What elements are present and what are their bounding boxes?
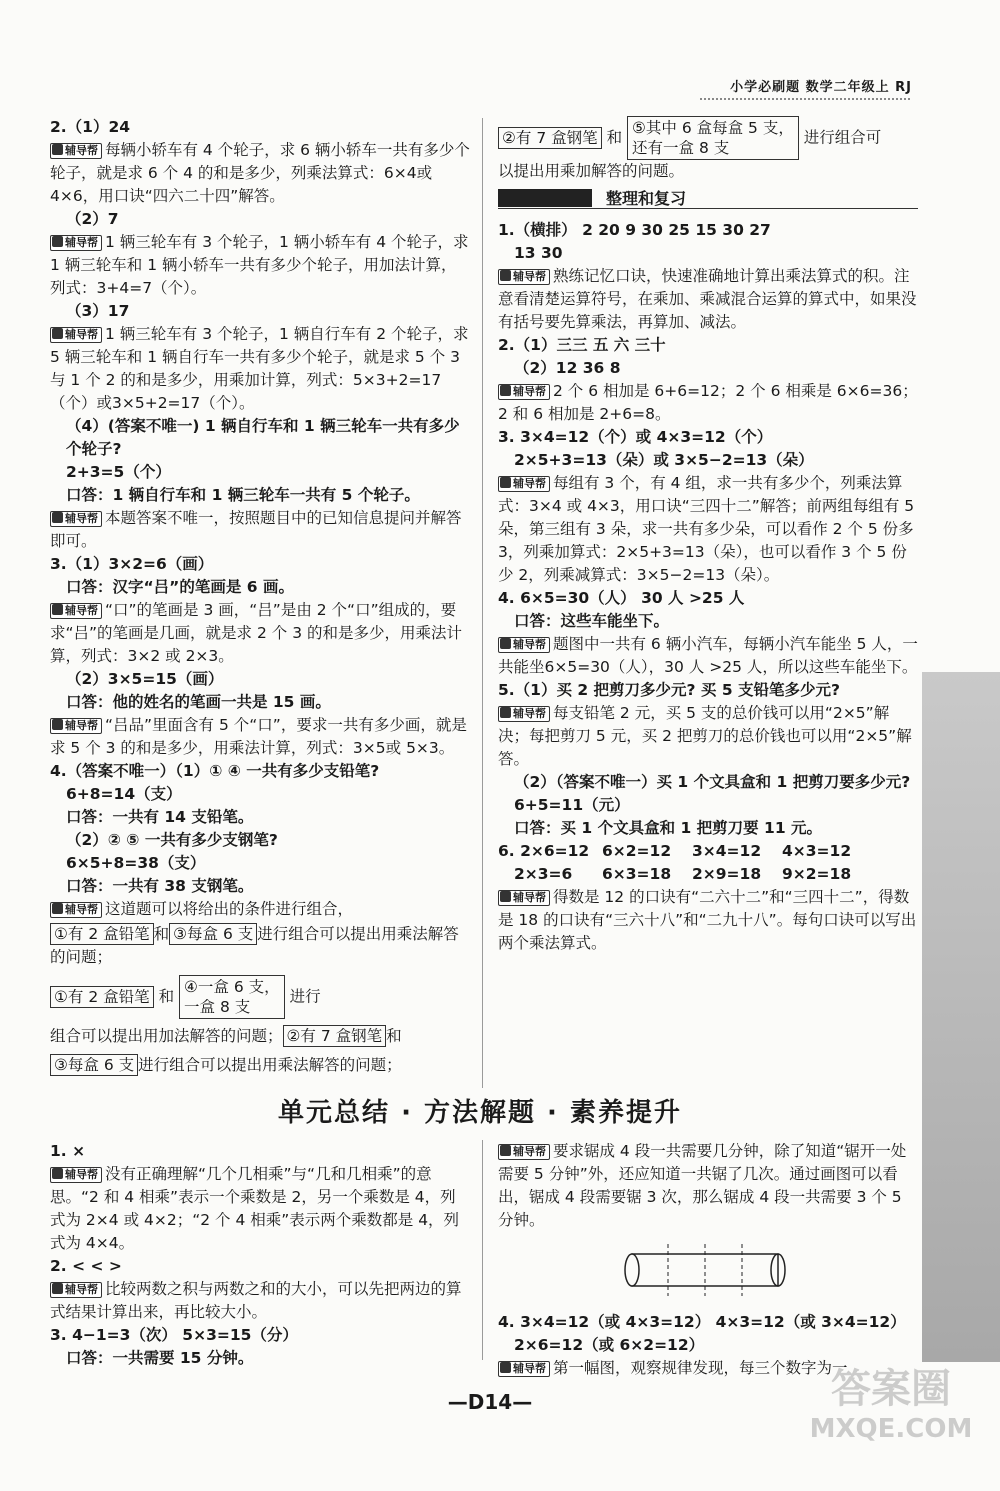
- book-icon: [52, 144, 63, 155]
- explanation: 辅导帮 “吕品”里面含有 5 个“口”，要求一共有多少画，就是求 5 个 3 的和是多少，用乘法计算，列式：3×5或 5×3。: [50, 716, 467, 757]
- answer: （2）② ⑤ 一共有多少支钢笔?: [66, 831, 278, 849]
- summary-right-column: [498, 1140, 918, 1380]
- book-icon: [52, 604, 63, 615]
- fudaobang-tag: 辅导帮: [50, 1167, 102, 1183]
- explanation: 辅导帮 题图中一共有 6 辆小汽车，每辆小汽车能坐 5 人，一共能坐6×5=30（人），30 人 >25 人，所以这些车能坐下。: [498, 635, 918, 676]
- explanation: 辅导帮 比较两数之积与两数之和的大小，可以先把两边的算式结果计算出来，再比较大小。: [50, 1280, 462, 1321]
- explanation-line: ①有 2 盒铅笔 和 ③每盒 6 支 进行组合可以提出用乘法解答的问题；: [50, 925, 459, 966]
- answer: 13 30: [514, 244, 563, 262]
- explanation: 辅导帮 每辆小轿车有 4 个轮子，求 6 辆小轿车一共有多少个轮子，就是求 6 个 4 的和是多少，列乘法算式：6×4或4×6，用口诀“四六二十四”解答。: [50, 141, 470, 205]
- condition-box: ⑤其中 6 盒每盒 5 支， 还有一盒 8 支: [627, 116, 799, 160]
- condition-box: ③每盒 6 支: [169, 923, 257, 945]
- answer: 口答：他的姓名的笔画一共是 15 画。: [66, 693, 331, 711]
- book-icon: [500, 385, 511, 396]
- book-icon: [500, 891, 511, 902]
- explanation: 辅导帮 1 辆三轮车有 3 个轮子，1 辆小轿车有 4 个轮子，求 1 辆三轮车和 1 辆小轿车一共有多少个轮子，用加法计算，列式：3+4=7（个）。: [50, 233, 469, 297]
- condition-box: ②有 7 盒钢笔: [283, 1025, 387, 1047]
- book-icon: [500, 270, 511, 281]
- explanation: 辅导帮 本题答案不唯一，按照题目中的已知信息提问并解答即可。: [50, 509, 462, 550]
- answer: 1.（横排） 2 20 9 30 25 15 30 27: [498, 221, 771, 239]
- fudaobang-tag: 辅导帮: [50, 1282, 102, 1298]
- fudaobang-tag: 辅导帮: [498, 1361, 550, 1377]
- section-heading-text: 整理和复习: [606, 189, 687, 208]
- explanation: 辅导帮 1 辆三轮车有 3 个轮子，1 辆自行车有 2 个轮子，求 5 辆三轮车和 1 辆自行车一共有多少个轮子，就是求 5 个 3 与 1 个 2 的和是多少，用乘加计算，列式：5×3+2=17（个）或3×5+2=17（个）。: [50, 325, 469, 412]
- log-sawing-diagram: [618, 1242, 788, 1298]
- answer: 口答：一共需要 15 分钟。: [66, 1349, 254, 1367]
- answer: 3. 4−1=3（次） 5×3=15（分）: [50, 1326, 298, 1344]
- fudaobang-tag: 辅导帮: [498, 706, 550, 722]
- answer: 4. 3×4=12（或 4×3=12） 4×3=12（或 3×4=12）: [498, 1313, 906, 1331]
- answer: （2）12 36 8: [514, 359, 621, 377]
- book-icon: [52, 1168, 63, 1179]
- explanation: 辅导帮 熟练记忆口诀，快速准确地计算出乘法算式的积。注意看清楚运算符号，在乘加、乘减混合运算的算式中，如果没有括号要先算乘法，再算加、减法。: [498, 267, 917, 331]
- book-icon: [500, 707, 511, 718]
- explanation: 辅导帮 2 个 6 相加是 6+6=12；2 个 6 相乘是 6×6=36；2 和 6 相加是 2+6=8。: [498, 382, 918, 423]
- condition-box: ②有 7 盒钢笔: [498, 127, 602, 149]
- section-heading-bar: [498, 189, 592, 207]
- explanation: 辅导帮 每组有 3 个，有 4 组，求一共有多少个，列乘法算式：3×4 或 4×3，用口诀“三四十二”解答；前两组每组有 5 朵，第三组有 3 朵，求一共有多少朵，可以看作 2 个 5 份多 3，列乘加算式：2×5+3=13（朵），也可以看作 3 个 5 份少 2，列乘减算式：3×5−2=13（朵）。: [498, 474, 915, 584]
- answer-row: 6. 2×6=12 6×2=12 3×4=12 4×3=12: [498, 842, 852, 860]
- answer: 2×6=12（或 6×2=12）: [514, 1336, 705, 1354]
- fudaobang-tag: 辅导帮: [50, 603, 102, 619]
- explanation: 辅导帮 每支铅笔 2 元，买 5 支的总价钱可以用“2×5”解决；每把剪刀 5 元，买 2 把剪刀的总价钱也可以用“2×5”解答。: [498, 704, 912, 768]
- column-divider: [482, 118, 483, 1088]
- explanation-line: ③每盒 6 支 进行组合可以提出用乘法解答的问题；: [50, 1054, 470, 1077]
- explanation: 辅导帮 这道题可以将给出的条件进行组合，: [50, 898, 470, 921]
- explanation-line: ②有 7 盒钢笔 和 ⑤其中 6 盒每盒 5 支， 还有一盒 8 支 进行组合可: [498, 116, 918, 160]
- answer: （2）3×5=15（画）: [66, 670, 224, 688]
- book-icon: [52, 236, 63, 247]
- fudaobang-tag: 辅导帮: [50, 902, 102, 918]
- explanation-line: 组合可以提出用加法解答的问题； ②有 7 盒钢笔 和: [50, 1027, 402, 1045]
- book-icon: [52, 328, 63, 339]
- answer: 5.（1）买 2 把剪刀多少元? 买 5 支铅笔多少元?: [498, 681, 840, 699]
- book-icon: [52, 1283, 63, 1294]
- answer: （4）(答案不唯一) 1 辆自行车和 1 辆三轮车一共有多少个轮子?: [66, 417, 460, 458]
- answer: 口答：这些车能坐下。: [514, 612, 670, 630]
- answer: 口答：一共有 14 支铅笔。: [66, 808, 254, 826]
- answer: （3）17: [66, 302, 130, 320]
- book-icon: [500, 1145, 511, 1156]
- explanation: 辅导帮 要求锯成 4 段一共需要几分钟，除了知道“锯开一处需要 5 分钟”外，还应知道一共锯了几次。通过画图可以看出，锯成 4 段需要锯 3 次，那么锯成 4 段一共需要 3 个 5 分钟。: [498, 1142, 907, 1229]
- answer: 3. 3×4=12（个）或 4×3=12（个）: [498, 428, 773, 446]
- answer: 6×5+8=38（支）: [66, 854, 206, 872]
- answer: 2.（1）三三 五 六 三十: [498, 336, 666, 354]
- side-decoration: [922, 672, 1000, 1362]
- fudaobang-tag: 辅导帮: [498, 637, 550, 653]
- fudaobang-tag: 辅导帮: [498, 890, 550, 906]
- fudaobang-tag: 辅导帮: [498, 476, 550, 492]
- book-icon: [52, 719, 63, 730]
- condition-box: ①有 2 盒铅笔: [50, 923, 154, 945]
- answer: 1. ×: [50, 1142, 86, 1160]
- answer: 4.（答案不唯一）（1）① ④ 一共有多少支铅笔?: [50, 762, 380, 780]
- page-number: —D14—: [447, 1390, 533, 1414]
- explanation: 辅导帮 “口”的笔画是 3 画，“吕”是由 2 个“口”组成的，要求“吕”的笔画是几画，就是求 2 个 3 的和是多少，用乘法计算，列式：3×2 或 2×3。: [50, 601, 462, 665]
- answer: 2. < < >: [50, 1257, 122, 1275]
- explanation-line: 以提出用乘加解答的问题。: [498, 162, 685, 180]
- fudaobang-tag: 辅导帮: [50, 718, 102, 734]
- left-column: [50, 116, 470, 1077]
- condition-box: ①有 2 盒铅笔: [50, 986, 154, 1008]
- fudaobang-tag: 辅导帮: [498, 269, 550, 285]
- header-title: 小学必刷题 数学二年级上 RJ: [730, 80, 912, 95]
- answer: 6+8=14（支）: [66, 785, 182, 803]
- answer: 口答：一共有 38 支钢笔。: [66, 877, 254, 895]
- watermark-logo: 答案圈 MXQE.COM: [809, 1366, 973, 1444]
- condition-box: ④一盒 6 支， 一盒 8 支: [179, 975, 285, 1019]
- unit-summary-title: 单元总结 · 方法解题 · 素养提升: [278, 1098, 682, 1128]
- fudaobang-tag: 辅导帮: [50, 511, 102, 527]
- book-icon: [500, 638, 511, 649]
- right-column: [498, 116, 918, 955]
- header-dotted-rule: [700, 98, 910, 100]
- answer: 口答：买 1 个文具盒和 1 把剪刀要 11 元。: [514, 819, 823, 837]
- answer: 4. 6×5=30（人） 30 人 >25 人: [498, 589, 745, 607]
- section-heading: [498, 187, 918, 213]
- answer-row: 2×3=6 6×3=18 2×9=18 9×2=18: [514, 865, 852, 883]
- answer: 6+5=11（元）: [514, 796, 630, 814]
- column-divider: [482, 1140, 483, 1360]
- book-icon: [52, 903, 63, 914]
- condition-box: ③每盒 6 支: [50, 1054, 138, 1076]
- answer: 口答：1 辆自行车和 1 辆三轮车一共有 5 个轮子。: [66, 486, 420, 504]
- answer: 2+3=5（个）: [66, 463, 171, 481]
- fudaobang-tag: 辅导帮: [498, 384, 550, 400]
- summary-left-column: [50, 1140, 470, 1370]
- answer: 3.（1）3×2=6（画）: [50, 555, 214, 573]
- explanation-line: ①有 2 盒铅笔 和 ④一盒 6 支， 一盒 8 支 进行: [50, 975, 470, 1019]
- answer: （2）（答案不唯一）买 1 个文具盒和 1 把剪刀要多少元?: [514, 773, 911, 791]
- answer: 口答：汉字“吕”的笔画是 6 画。: [66, 578, 294, 596]
- fudaobang-tag: 辅导帮: [50, 143, 102, 159]
- explanation: 辅导帮 第一幅图，观察规律发现，每三个数字为一: [498, 1357, 918, 1380]
- book-icon: [500, 1362, 511, 1373]
- fudaobang-tag: 辅导帮: [50, 235, 102, 251]
- explanation: 辅导帮 得数是 12 的口诀有“二六十二”和“三四十二”，得数是 18 的口诀有“三六十八”和“二九十八”。每句口诀可以写出两个乘法算式。: [498, 888, 917, 952]
- answer: （2）7: [66, 210, 119, 228]
- explanation: 辅导帮 没有正确理解“几个几相乘”与“几和几相乘”的意思。“2 和 4 相乘”表示一个乘数是 2，另一个乘数是 4，列式为 2×4 或 4×2；“2 个 4 相乘”表示两个乘数都是 4，列式为 4×4。: [50, 1165, 460, 1252]
- fudaobang-tag: 辅导帮: [498, 1144, 550, 1160]
- book-icon: [52, 512, 63, 523]
- book-icon: [500, 477, 511, 488]
- answer: 2.（1）24: [50, 118, 131, 136]
- answer: 2×5+3=13（朵）或 3×5−2=13（朵）: [514, 451, 814, 469]
- fudaobang-tag: 辅导帮: [50, 327, 102, 343]
